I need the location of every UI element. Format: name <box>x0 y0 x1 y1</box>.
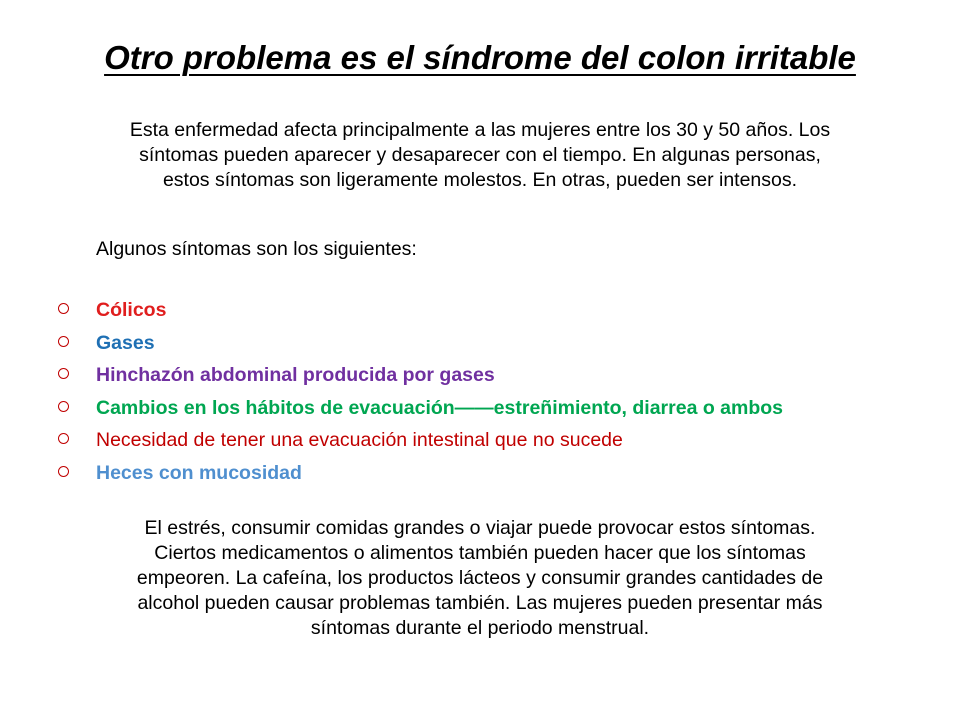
slide-title: Otro problema es el síndrome del colon irritable <box>104 39 856 76</box>
intro-line: estos síntomas son ligeramente molestos. En otras, pueden ser intensos. <box>162 169 798 191</box>
circle-bullet-icon <box>58 466 69 477</box>
symptom-item <box>58 426 783 459</box>
circle-bullet-icon <box>58 401 69 412</box>
symptoms-lead: Algunos síntomas son los siguientes: <box>96 238 417 260</box>
symptom-list <box>58 296 783 492</box>
symptom-item <box>58 394 783 427</box>
closing-line: Ciertos medicamentos o alimentos también pueden hacer que los síntomas <box>154 542 806 564</box>
closing-line: El estrés, consumir comidas grandes o viajar puede provocar estos síntomas. <box>144 517 816 539</box>
closing-line: síntomas durante el periodo menstrual. <box>310 617 650 639</box>
symptom-text: Hinchazón abdominal producida por gases <box>96 364 495 387</box>
circle-bullet-icon <box>58 336 69 347</box>
symptom-item <box>58 361 783 394</box>
closing-line: empeoren. La cafeína, los productos lácteos y consumir grandes cantidades de <box>136 567 824 589</box>
closing-paragraph <box>40 516 920 641</box>
symptom-text: Cólicos <box>96 299 167 321</box>
symptom-item <box>58 329 783 362</box>
symptom-text: Necesidad de tener una evacuación intestinal que no sucede <box>96 429 623 452</box>
intro-line: síntomas pueden aparecer y desaparecer con el tiempo. En algunas personas, <box>139 144 821 166</box>
symptom-item <box>58 459 783 492</box>
circle-bullet-icon <box>58 303 69 314</box>
symptom-item <box>58 296 783 329</box>
symptom-text: Cambios en los hábitos de evacuación——estreñimiento, diarrea o ambos <box>96 396 784 419</box>
intro-paragraph <box>60 118 900 193</box>
intro-line: Esta enfermedad afecta principalmente a las mujeres entre los 30 y 50 años. Los <box>129 119 831 141</box>
symptom-text: Heces con mucosidad <box>96 461 302 484</box>
symptom-text: Gases <box>96 331 155 354</box>
circle-bullet-icon <box>58 433 69 444</box>
closing-line: alcohol pueden causar problemas también. Las mujeres pueden presentar más <box>137 592 823 614</box>
circle-bullet-icon <box>58 368 69 379</box>
